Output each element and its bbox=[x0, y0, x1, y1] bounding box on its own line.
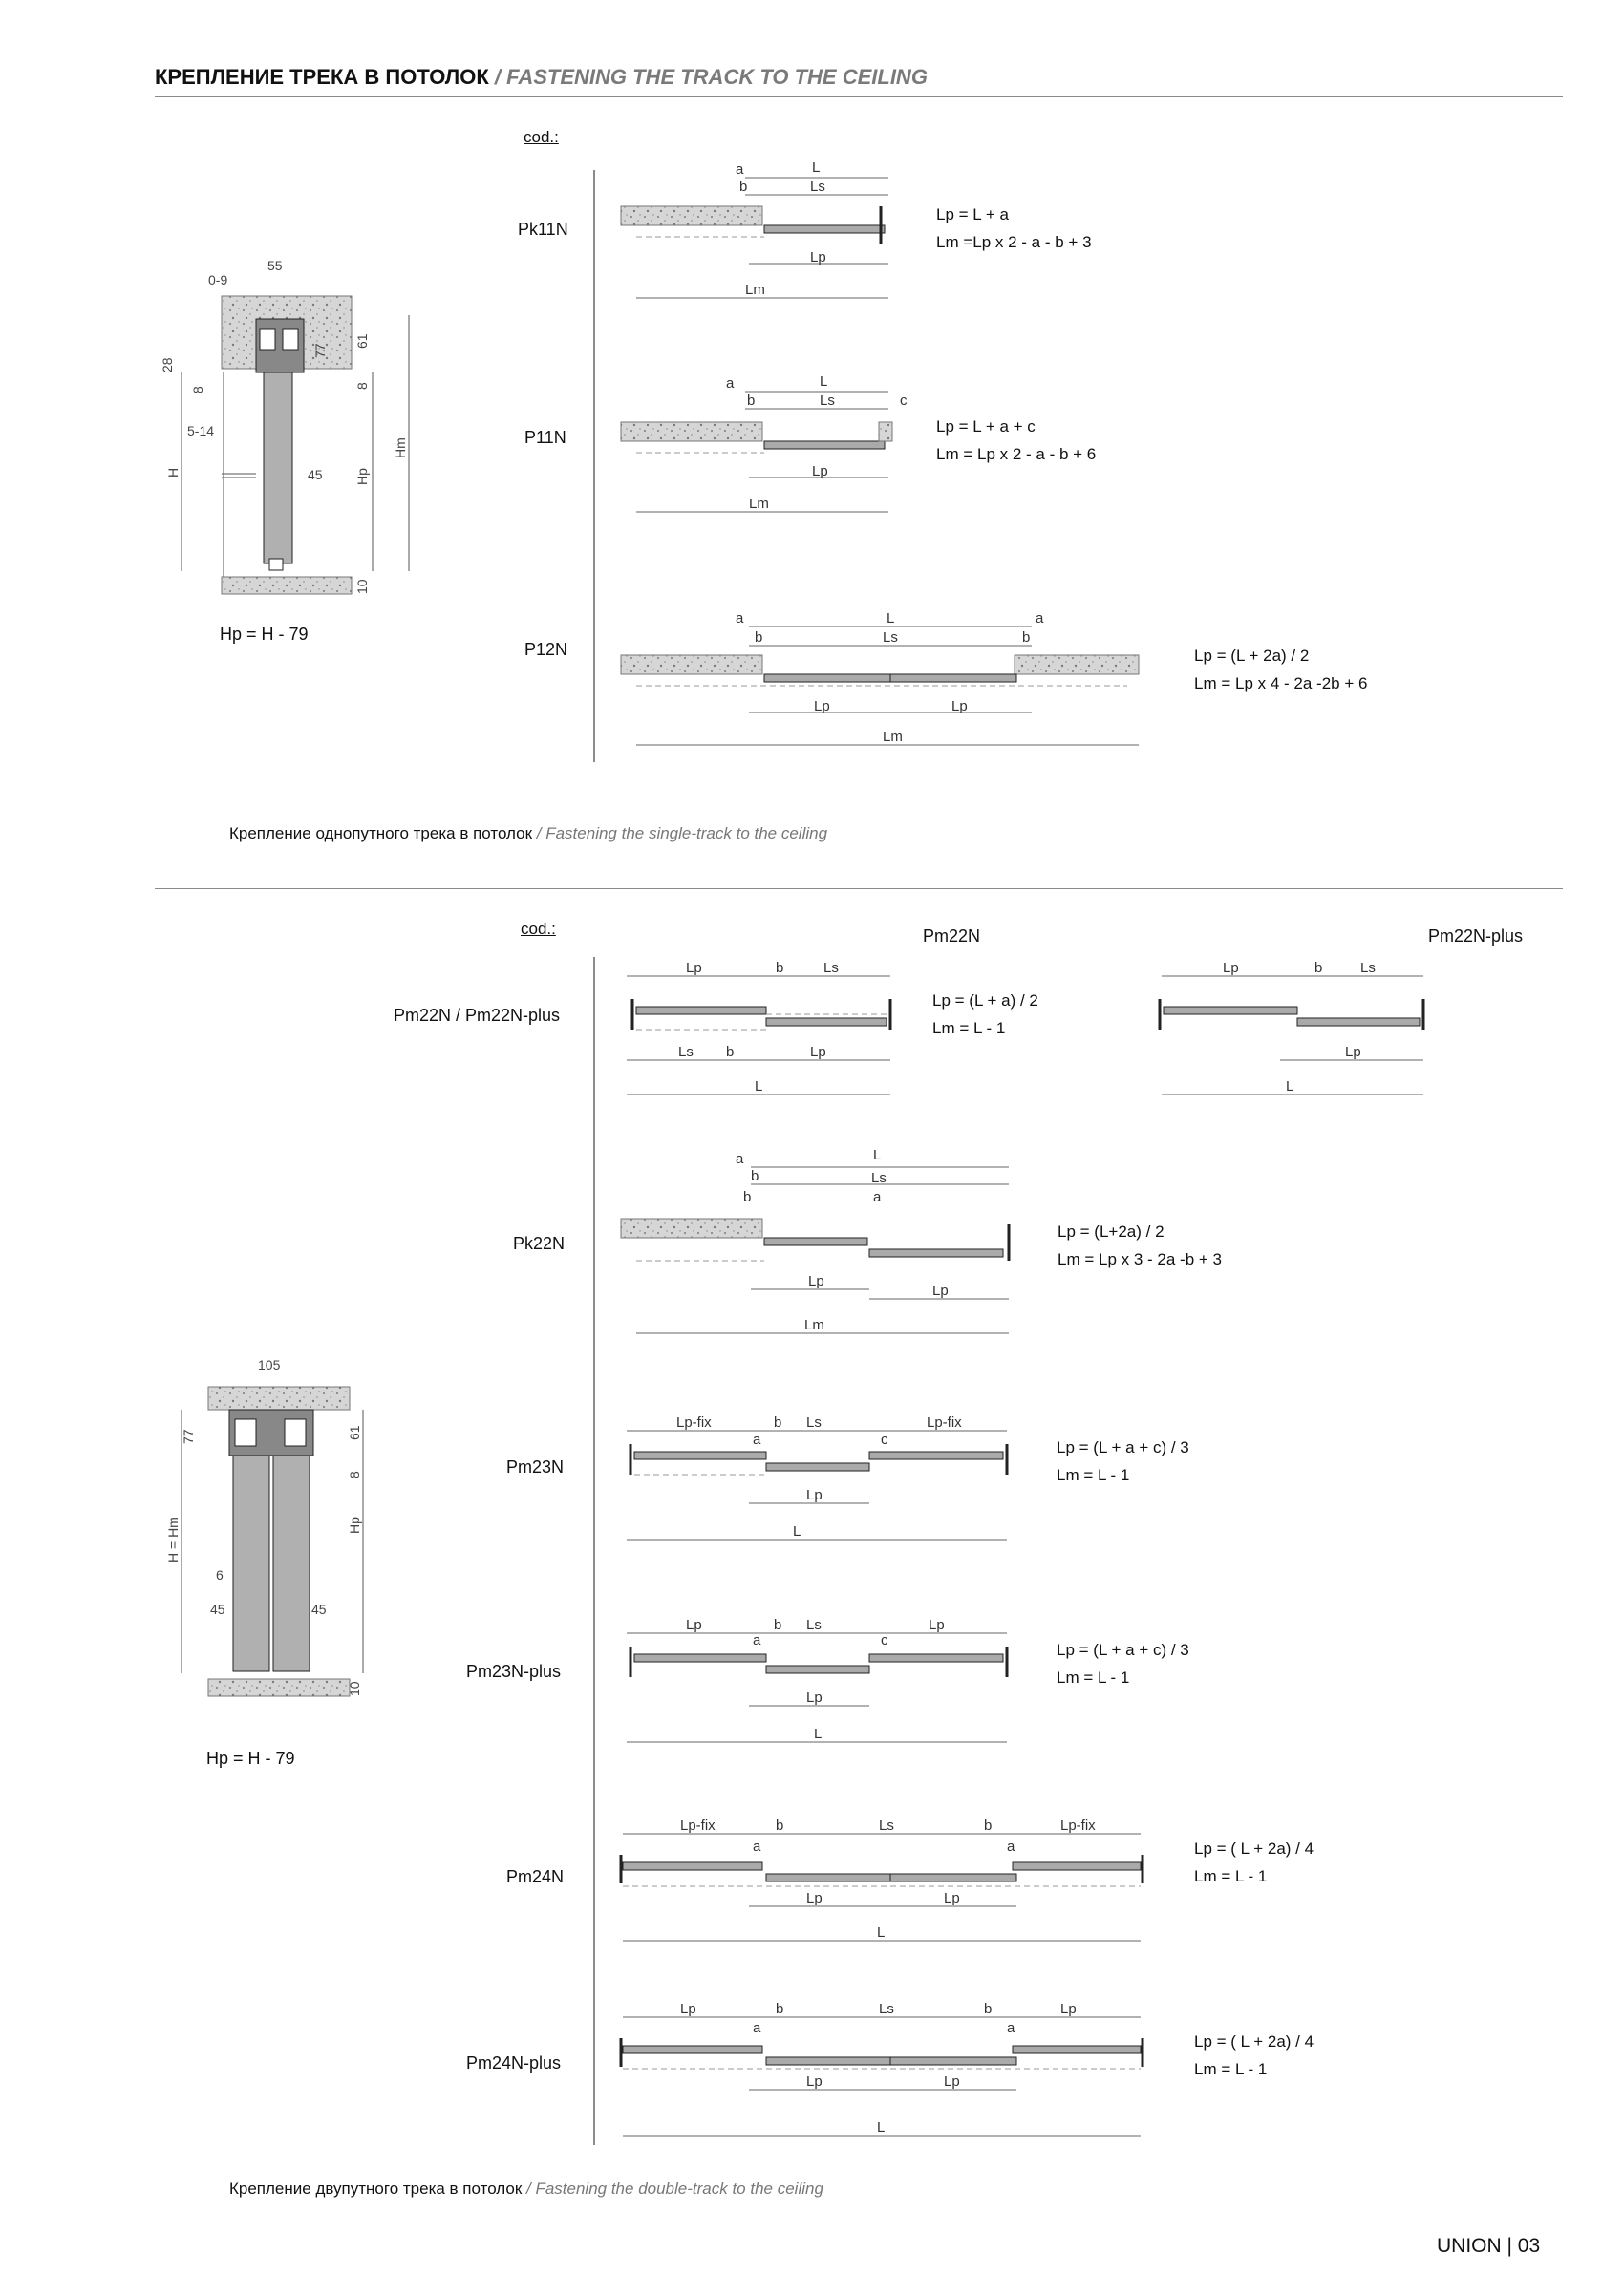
lbl-L-p11n: L bbox=[820, 373, 828, 390]
lbl-b-pm24n-2: b bbox=[984, 1818, 993, 1834]
formula-pm24n-lm: Lm = L - 1 bbox=[1194, 1867, 1268, 1885]
dim-5-14: 5-14 bbox=[187, 423, 215, 438]
formula-pm22n-lp: Lp = (L + a) / 2 bbox=[932, 991, 1038, 1010]
caption-double-ru: Крепление двупутного трека в потолок bbox=[229, 2179, 523, 2198]
code-pm24n: Pm24N bbox=[506, 1867, 565, 1886]
dim-77: 77 bbox=[312, 343, 328, 358]
lbl-b-pm23n-plus: b bbox=[774, 1617, 782, 1633]
dim-Hm: Hm bbox=[393, 437, 408, 458]
title-en: FASTENING THE TRACK TO THE CEILING bbox=[506, 65, 928, 89]
formula-pm23n-lm: Lm = L - 1 bbox=[1057, 1466, 1130, 1484]
lbl-b-pm22n-top: b bbox=[776, 960, 784, 976]
lbl-a-pm24n-plus-2: a bbox=[1007, 2020, 1015, 2036]
lbl-Lp-pm24n-plus-2: Lp bbox=[1060, 2001, 1077, 2017]
lbl-a-pm24n-2: a bbox=[1007, 1839, 1015, 1855]
diagram-pm22n bbox=[627, 960, 890, 1095]
title-ru: КРЕПЛЕНИЕ ТРЕКА В ПОТОЛОК bbox=[155, 65, 489, 89]
lbl-Lp-fix-pm24n-1: Lp-fix bbox=[680, 1818, 716, 1834]
lbl-a-pm24n-plus-1: a bbox=[753, 2020, 761, 2036]
lbl-L-pm24n: L bbox=[877, 1924, 886, 1941]
lbl-Ls-pm24n-plus: Ls bbox=[879, 2001, 894, 2017]
dim-10-double: 10 bbox=[347, 1681, 362, 1696]
lbl-a-p11n: a bbox=[726, 375, 735, 392]
lbl-Ls-p11n: Ls bbox=[820, 393, 835, 409]
dim-H: H bbox=[165, 467, 181, 478]
lbl-Lm-p11n: Lm bbox=[749, 496, 769, 512]
lbl-a-p12n-left: a bbox=[736, 610, 744, 627]
dim-6: 6 bbox=[216, 1567, 224, 1583]
lbl-b-p11n: b bbox=[747, 393, 756, 409]
lbl-Lp-pm22n-plus-top: Lp bbox=[1223, 960, 1239, 976]
code-pm24n-plus: Pm24N-plus bbox=[466, 2053, 562, 2073]
lbl-L-pm23n: L bbox=[793, 1523, 801, 1540]
formula-pm23n-lp: Lp = (L + a + c) / 3 bbox=[1057, 1438, 1189, 1456]
lbl-Lp-pm23n-plus-1: Lp bbox=[686, 1617, 702, 1633]
formula-pk22n-lp: Lp = (L+2a) / 2 bbox=[1058, 1222, 1165, 1241]
caption-single-sep: / bbox=[532, 824, 546, 842]
diagram-pm24n-plus bbox=[621, 2001, 1143, 2136]
lbl-Ls-pm24n: Ls bbox=[879, 1818, 894, 1834]
lbl-Lp-pm23n: Lp bbox=[806, 1487, 823, 1503]
lbl-L: L bbox=[812, 159, 821, 176]
lbl-Ls-pm22n-bot: Ls bbox=[678, 1044, 694, 1060]
caption-double-en: Fastening the double-track to the ceiling bbox=[535, 2179, 823, 2198]
cod-label-single: cod.: bbox=[524, 128, 559, 146]
diagram-p12n bbox=[621, 610, 1139, 745]
lbl-a-pk22n-2: a bbox=[873, 1189, 882, 1205]
code-pk22n: Pk22N bbox=[513, 1234, 566, 1253]
dim-H-Hm: H = Hm bbox=[165, 1517, 181, 1563]
formula-pm23n-plus-lp: Lp = (L + a + c) / 3 bbox=[1057, 1641, 1189, 1659]
dim-61: 61 bbox=[354, 333, 370, 349]
dim-45-left: 45 bbox=[210, 1602, 225, 1617]
diagram-pm23n-plus bbox=[627, 1617, 1007, 1742]
lbl-b-p12n-right: b bbox=[1022, 629, 1031, 646]
formula-pm24n-plus-lp: Lp = ( L + 2a) / 4 bbox=[1194, 2032, 1314, 2051]
lbl-a-p12n-right: a bbox=[1036, 610, 1044, 627]
lbl-Lm: Lm bbox=[745, 282, 765, 298]
lbl-Ls-pm22n-plus: Ls bbox=[1360, 960, 1376, 976]
lbl-L-pm22n: L bbox=[755, 1078, 763, 1095]
lbl-b-pk22n-1: b bbox=[751, 1168, 759, 1184]
lbl-Lp-pm24n-2: Lp bbox=[944, 1890, 960, 1906]
lbl-Lp-p12n-right: Lp bbox=[951, 698, 968, 714]
lbl-L-pm22n-plus: L bbox=[1286, 1078, 1294, 1095]
dim-55: 55 bbox=[267, 258, 283, 273]
title-separator: / bbox=[488, 65, 507, 89]
caption-double-sep: / bbox=[522, 2179, 536, 2198]
formula-pm24n-lp: Lp = ( L + 2a) / 4 bbox=[1194, 1839, 1314, 1858]
lbl-Lm-pk22n: Lm bbox=[804, 1317, 824, 1333]
code-p11n: P11N bbox=[524, 428, 566, 447]
dim-8-left: 8 bbox=[190, 386, 205, 393]
dim-28: 28 bbox=[160, 357, 175, 372]
lbl-Lp-pm22n-top: Lp bbox=[686, 960, 702, 976]
lbl-a-pm24n-1: a bbox=[753, 1839, 761, 1855]
lbl-Lm-p12n: Lm bbox=[883, 729, 903, 745]
lbl-b-p12n-left: b bbox=[755, 629, 763, 646]
lbl-b-pk22n-2: b bbox=[743, 1189, 752, 1205]
lbl-Lp-p11n: Lp bbox=[812, 463, 828, 479]
lbl-Lp-pk22n-1: Lp bbox=[808, 1273, 824, 1289]
lbl-Lp-pm24n-plus-3: Lp bbox=[806, 2073, 823, 2090]
lbl-Lp-fix-pm23n-1: Lp-fix bbox=[676, 1414, 712, 1431]
dim-0-9: 0-9 bbox=[208, 272, 228, 287]
lbl-Lp-pm24n-plus-1: Lp bbox=[680, 2001, 696, 2017]
lbl-c-pm23n: c bbox=[881, 1432, 888, 1448]
formula-p11n-lp: Lp = L + a + c bbox=[936, 417, 1036, 436]
dim-10: 10 bbox=[354, 579, 370, 594]
code-pm23n-plus: Pm23N-plus bbox=[466, 1662, 562, 1681]
lbl-b-pm24n-plus-1: b bbox=[776, 2001, 784, 2017]
lbl-b-pm24n-plus-2: b bbox=[984, 2001, 993, 2017]
lbl-c-pm23n-plus: c bbox=[881, 1632, 888, 1648]
formula-pm23n-plus-lm: Lm = L - 1 bbox=[1057, 1669, 1130, 1687]
lbl-Lp-pk22n-2: Lp bbox=[932, 1283, 949, 1299]
code-pk11n: Pk11N bbox=[518, 220, 568, 239]
lbl-Lp-pm24n-1: Lp bbox=[806, 1890, 823, 1906]
diagram-pm22n-plus bbox=[1160, 960, 1423, 1095]
lbl-Ls-pk22n: Ls bbox=[871, 1170, 887, 1186]
lbl-a-pm23n: a bbox=[753, 1432, 761, 1448]
lbl-Ls-pm23n: Ls bbox=[806, 1414, 822, 1431]
caption-single-ru: Крепление однопутного трека в потолок bbox=[229, 824, 533, 842]
code-pm23n: Pm23N bbox=[506, 1457, 565, 1477]
code-pm22n: Pm22N / Pm22N-plus bbox=[394, 1006, 561, 1025]
caption-single-en: Fastening the single-track to the ceiling bbox=[545, 824, 828, 842]
lbl-Lp: Lp bbox=[810, 249, 826, 266]
lbl-b: b bbox=[739, 179, 748, 195]
code-p12n: P12N bbox=[524, 640, 568, 659]
dim-45: 45 bbox=[308, 467, 323, 482]
lbl-Lp-pm23n-plus-3: Lp bbox=[806, 1690, 823, 1706]
lbl-Lp-pm22n-bot: Lp bbox=[810, 1044, 826, 1060]
lbl-L-p12n: L bbox=[887, 610, 895, 627]
dim-8-right: 8 bbox=[354, 382, 370, 390]
lbl-Lp-pm23n-plus-2: Lp bbox=[929, 1617, 945, 1633]
lbl-Lp-fix-pm24n-2: Lp-fix bbox=[1060, 1818, 1096, 1834]
col-head-pm22n-plus: Pm22N-plus bbox=[1428, 926, 1524, 946]
lbl-b-pm22n-plus: b bbox=[1314, 960, 1323, 976]
lbl-Lp-p12n-left: Lp bbox=[814, 698, 830, 714]
lbl-Ls: Ls bbox=[810, 179, 825, 195]
diagram-p11n bbox=[621, 373, 908, 512]
lbl-a-pm23n-plus: a bbox=[753, 1632, 761, 1648]
formula-pm22n-lm: Lm = L - 1 bbox=[932, 1019, 1006, 1037]
profile-formula-double: Hp = H - 79 bbox=[206, 1749, 295, 1768]
lbl-Lp-pm24n-plus-4: Lp bbox=[944, 2073, 960, 2090]
formula-pk11n-lm: Lm =Lp x 2 - a - b + 3 bbox=[936, 233, 1092, 251]
lbl-L-pm24n-plus: L bbox=[877, 2119, 886, 2136]
diagram-pm24n bbox=[621, 1818, 1143, 1941]
lbl-Ls-pm22n-top: Ls bbox=[823, 960, 839, 976]
dim-Hp: Hp bbox=[354, 468, 370, 485]
lbl-b-pm23n: b bbox=[774, 1414, 782, 1431]
lbl-a-pk22n: a bbox=[736, 1151, 744, 1167]
lbl-Lp-fix-pm23n-2: Lp-fix bbox=[927, 1414, 962, 1431]
profile-formula-single: Hp = H - 79 bbox=[220, 625, 309, 644]
formula-p11n-lm: Lm = Lp x 2 - a - b + 6 bbox=[936, 445, 1097, 463]
single-profile-section bbox=[160, 258, 409, 594]
col-head-pm22n: Pm22N bbox=[923, 926, 981, 946]
dim-105: 105 bbox=[258, 1357, 281, 1372]
formula-pk11n-lp: Lp = L + a bbox=[936, 205, 1009, 223]
diagram-pk22n bbox=[621, 1147, 1009, 1333]
diagram-pm23n bbox=[627, 1414, 1007, 1540]
lbl-b-pm22n-bot: b bbox=[726, 1044, 735, 1060]
page-number: UNION | 03 bbox=[1437, 2235, 1541, 2257]
lbl-a: a bbox=[736, 161, 744, 178]
dim-45-right: 45 bbox=[311, 1602, 327, 1617]
lbl-c-p11n: c bbox=[900, 393, 908, 409]
formula-p12n-lm: Lm = Lp x 4 - 2a -2b + 6 bbox=[1194, 674, 1368, 692]
dim-77-double: 77 bbox=[181, 1429, 196, 1444]
lbl-L-pk22n: L bbox=[873, 1147, 882, 1163]
formula-pm24n-plus-lm: Lm = L - 1 bbox=[1194, 2060, 1268, 2078]
lbl-Ls-p12n: Ls bbox=[883, 629, 898, 646]
double-profile-section bbox=[165, 1357, 363, 1696]
lbl-b-pm24n-1: b bbox=[776, 1818, 784, 1834]
cod-label-double: cod.: bbox=[521, 920, 556, 938]
lbl-Ls-pm23n-plus: Ls bbox=[806, 1617, 822, 1633]
dim-61-double: 61 bbox=[347, 1425, 362, 1440]
lbl-L-pm23n-plus: L bbox=[814, 1726, 823, 1742]
formula-pk22n-lm: Lm = Lp x 3 - 2a -b + 3 bbox=[1058, 1250, 1222, 1268]
dim-Hp-double: Hp bbox=[347, 1517, 362, 1534]
dim-8-double: 8 bbox=[347, 1471, 362, 1478]
diagram-pk11n bbox=[621, 159, 888, 298]
lbl-Lp-pm22n-plus-bot: Lp bbox=[1345, 1044, 1361, 1060]
formula-p12n-lp: Lp = (L + 2a) / 2 bbox=[1194, 647, 1310, 665]
